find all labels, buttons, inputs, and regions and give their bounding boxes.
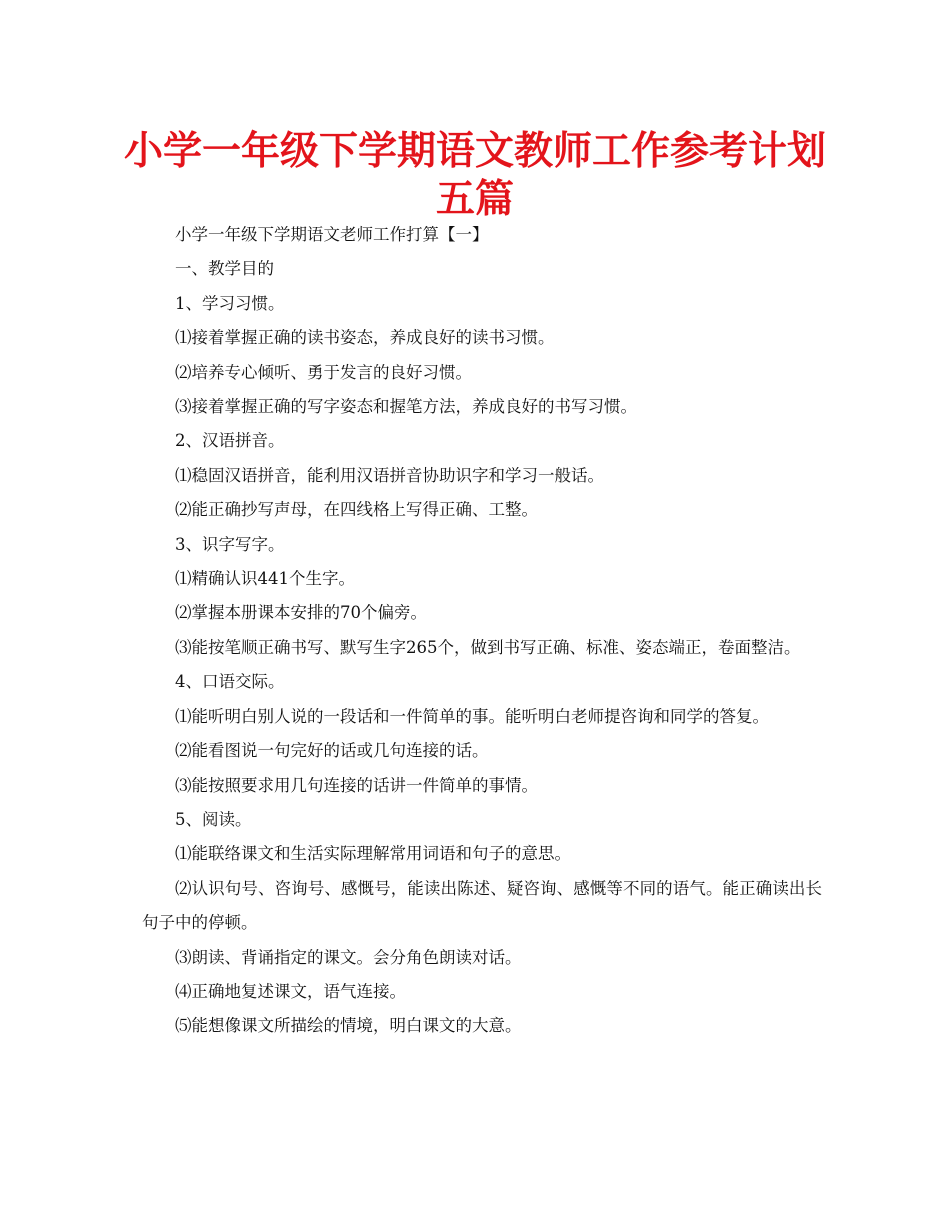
document-title-line-1: 小学一年级下学期语文教师工作参考计划 [123,129,826,174]
paragraph-item: ⑵掌握本册课本安排的70个偏旁。 [175,603,427,623]
paragraph-item: ⑵能正确抄写声母，在四线格上写得正确、工整。 [175,500,538,520]
paragraph-item: ⑵能看图说一句完好的话或几句连接的话。 [175,741,489,761]
paragraph-study-habits: 1、学习习惯。 [175,293,285,313]
paragraph-plan-heading: 小学一年级下学期语文老师工作打算【一】 [175,225,489,244]
paragraph-item: ⑶能按笔顺正确书写、默写生字265个，做到书写正确、标准、姿态端正，卷面整洁。 [175,637,801,657]
paragraph-section-goals: 一、教学目的 [175,259,274,279]
paragraph-item: ⑴能听明白别人说的一段话和一件简单的事。能听明白老师提咨询和同学的答复。 [175,706,769,726]
paragraph-item: ⑶能按照要求用几句连接的话讲一件简单的事情。 [175,775,538,795]
paragraph-item: ⑶朗读、背诵指定的课文。会分角色朗读对话。 [175,947,522,967]
paragraph-item: ⑸能想像课文所描绘的情境，明白课文的大意。 [175,1016,522,1036]
paragraph-item: ⑶接着掌握正确的写字姿态和握笔方法，养成良好的书写习惯。 [175,397,637,417]
document-body [142,218,822,1044]
paragraph-item: ⑷正确地复述课文，语气连接。 [175,981,406,1001]
paragraph-item: ⑵认识句号、咨询号、感慨号，能读出陈述、疑咨询、感慨等不同的语气。能正确读出长句子中的停顿。 [142,878,822,933]
paragraph-item: ⑴精确认识441个生字。 [175,569,355,589]
document-title-line-2: 五篇 [435,177,514,222]
paragraph-literacy: 3、识字写字。 [175,534,285,554]
paragraph-item: ⑵培养专心倾听、勇于发言的良好习惯。 [175,362,472,382]
paragraph-reading: 5、阅读。 [175,809,252,829]
paragraph-item: ⑴稳固汉语拼音，能利用汉语拼音协助识字和学习一般话。 [175,465,604,485]
paragraph-oral: 4、口语交际。 [175,672,285,692]
paragraph-pinyin: 2、汉语拼音。 [175,431,285,451]
paragraph-item: ⑴接着掌握正确的读书姿态，养成良好的读书习惯。 [175,328,555,348]
paragraph-item: ⑴能联络课文和生活实际理解常用词语和句子的意思。 [175,844,571,864]
